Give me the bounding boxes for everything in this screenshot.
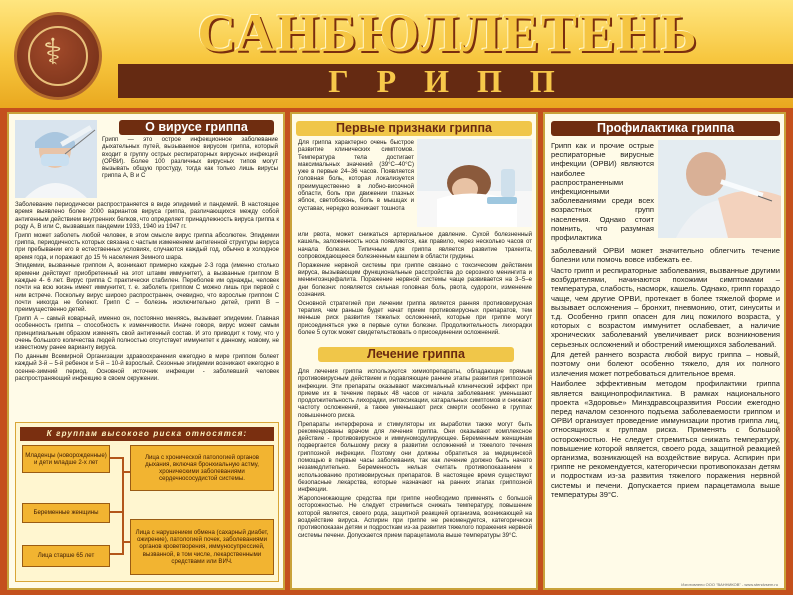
caduceus-icon: ⚕ (43, 32, 63, 73)
risk-group-elderly: Лица старше 65 лет (22, 545, 110, 567)
header (0, 0, 793, 108)
doctor-syringe-photo (15, 120, 97, 198)
risk-group-pregnant: Беременные женщины (22, 503, 110, 523)
about-virus-paragraph: Грипп А – самый коварный, именно он, постоянно меняясь, вызывает эпидемии. Главная особенность гриппа – способность к изменчивости. Иначе говоря, вирус может самым принципиальным образом изменять свой антигенный состав. И это приводит к тому, что у очень большого количества людей полностью отсутствует иммунитет к данному, новому, не известному ранее варианту вируса. (15, 314, 279, 352)
risk-group-metabolic: Лица с нарушением обмена (сахарный диабет, ожирение), патологией почек, заболеваниями органов кроветворения, иммуносупрессией, вызванной, в том числе, лекарственными средствами или ВИЧ. (130, 519, 274, 575)
risk-group-infants: Младенцы (новорожденные) и дети младше 2-х лет (22, 445, 110, 473)
prevention-intro (551, 141, 654, 245)
about-virus-text (15, 201, 279, 419)
about-virus-paragraph: Заболевание периодически распространяется в виде эпидемий и пандемий. В настоящее время выявлено более 2000 вариантов вируса гриппа, различающихся между собой антигенным действием внутренних белков, что определяет принадлежность вируса гриппа к роду A, B или C, вызвавших пандемии 1933, 1940 из 1947 гг. (15, 201, 279, 230)
about-virus-paragraph: Эпидемии, вызванные гриппом А, возникают примерно каждые 2-3 года (именно столько времени действует приобретенный на этот штамм иммунитет), а вызванные гриппом В каждые 4- 6 лет. Вирус гриппа С практически стабилен. Переболев им однажды, человек почти на всю жизнь имеет иммунитет, т. е. заболеть гриппом С можно лишь при первой с ним встрече. Поскольку вирус широко распространен, очевидно, что взрослые гриппом С почти никогда не болеют. Грипп С – болезнь исключительно детей, грипп В – преимущественно детей. (15, 262, 279, 314)
connector-line (122, 471, 130, 473)
treatment-paragraph: Жаропонижающие средства при гриппе необходимо применять с большой осторожностью. Не следует стремиться снижать температуру, повышение которой является, своего рода, защитной реакцией организма, возникающей на воздействие вируса. Аспирин при гриппе не рекомендуется, категорически противопоказан детям и подросткам из-за развития тяжелого поражения нервной системы печени. Допускается прием парацетамола выше температуры 39°С. (298, 495, 532, 539)
poster-subtitle: ГРИПП (328, 63, 583, 99)
about-virus-intro-text: Грипп — это острое инфекционное заболевание дыхательных путей, вызываемое вирусом гриппа, который входит в группу острых респираторных вирусных инфекций (ОРВИ). Более 100 различных вирусных типов могут вызывать общую простуду, тогда как только лишь вирусы гриппа A, B и C (102, 136, 278, 180)
first-signs-panel (290, 112, 538, 590)
prevention-paragraph: Часто грипп и респираторные заболевания, вызванные другими возбудителями, начинаются похожими симптомами – температура, слабость, насморк, кашель. Однако, грипп гораздо чаще, чем другие ОРВИ, протекает в более тяжелой форме и вызывает осложнения – бронхит, пневмонию, отит, синуситы и т.д. Особенно грипп опасен для лиц пожилого возраста, у которых с возрастом иммунитет ослабевает, а наличие хронических заболеваний увеличивает риск возникновения серьезных осложнений и обострений имеющихся заболеваний. (551, 265, 780, 349)
footer-credit: Изготовлено ООО "ВАННИКОВ" - www.stendvsem.ru (681, 582, 778, 587)
subtitle-band (118, 64, 793, 98)
treatment-text (298, 368, 532, 586)
prevention-panel (543, 112, 786, 590)
treatment-paragraph: Для лечения гриппа используются химиопрепараты, обладающие прямым противовирусным действием и подавляющие ранние этапы развития гриппозной инфекции. Эти препараты оказывают максимальный клинический эффект при приеме их в течение первых 48 часов от начала заболевания: уменьшают продолжительность лихорадки, интоксикации, катаральных симптомов и снижают частоту осложнений, а также уменьшают риск смерти особенно в группах повышенного риска. (298, 368, 532, 419)
about-virus-paragraph: Грипп может заболеть любой человек, в этом смысле вирус гриппа абсолютен. Эпидемии гриппа, периодичность которых связана с частым изменением антигенной структуры вируса при пребывании его в естественных условиях, случаются каждый год, обычно в холодное время года, и поражают до 15 % населения Земного шара. (15, 231, 279, 261)
about-virus-panel (7, 112, 285, 590)
first-signs-title: Первые признаки гриппа (296, 121, 532, 136)
about-virus-title: О вирусе гриппа (119, 120, 274, 135)
prevention-title: Профилактика гриппа (551, 121, 780, 136)
treatment-title: Лечение гриппа (318, 347, 514, 362)
first-signs-text (298, 231, 532, 345)
prevention-paragraph: заболеваний ОРВИ может значительно облегчить течение болезни или помочь вовсе избежать ее. (551, 246, 780, 265)
risk-groups-box (15, 422, 279, 582)
vaccination-photo (658, 140, 781, 238)
first-signs-paragraph: Основной стратегией при лечении гриппа является ранняя противовирусная терапия, чем раньше будет начат прием противовирусных препаратов, тем меньше риск развития тяжелых осложнений, которые при гриппе могут присоединяться уже в первые сутки болезни. Продолжительность лихорадки более 5 суток может свидетельствовать о присоединении осложнений. (298, 299, 532, 336)
treatment-paragraph: Препараты интерферона и стимуляторы их выработки также могут быть рекомендованы врачом для лечения гриппа. Они оказывают комплексное действие - противовирусное и иммуномодулирующее. Беременным женщинам подвергается большому риску в развитии осложнений и тяжелого течения гриппозной инфекции. Поэтому они должны обратиться за медицинской помощью в первые часы заболевания, так как лечение должно быть начато незамедлительно. Беременность нельзя считать противопоказанием к использованию противовирусных препаратов. В настоящее время существуют безопасные лекарства, которые назначают на ранних этапах гриппозной инфекции. (298, 420, 532, 494)
connector-line (122, 541, 130, 543)
medical-emblem-icon (14, 12, 102, 100)
first-signs-intro (298, 139, 414, 231)
sick-woman-photo (417, 139, 532, 227)
prevention-paragraph: Для детей раннего возраста любой вирус гриппа – новый, поэтому они болеют особенно тяжело, для их полного излечения может потребоваться длительное время. (551, 350, 780, 378)
risk-groups-title: К группам высокого риска относятся: (20, 427, 274, 441)
prevention-text (551, 246, 780, 586)
first-signs-paragraph: или рвота, может снижаться артериальное давление. Сухой болезненный кашель, заложенность носа появляются, как правило, через несколько часов от начала болезни. Типичным для гриппа является развитие трахеита, сопровождающееся болезненным кашлем в области грудины. (298, 231, 532, 260)
prevention-intro-text: Грипп как и прочие острые респираторные вирусные инфекции (ОРВИ) являются наиболее распространенными инфекционными заболеваниями среди всех возрастных групп населения. Однако стоит помнить, что разумная профилактика (551, 141, 654, 243)
risk-group-chronic: Лица с хронической патологией органов дыхания, включая бронхиальную астму, хроническими заболеваниями сердечнососудистой системы. (130, 445, 274, 491)
prevention-paragraph: Наиболее эффективным методом профилактики гриппа является вакцинопрофилактика. В рамках национального проекта «Здоровье» Минздравсоцразвития России ежегодно перед началом сезонного подъема заболеваемости гриппом и ОРВИ организует проведение иммунизации против гриппа лиц, относящихся к группам риска. Применять с большой осторожностью. Не следует стремиться снижать температуру, повышение которой является, своего рода, защитной реакцией организма, возникающей на воздействие вируса. Аспирин при гриппе не рекомендуется, категорически противопоказан детям и подросткам из-за развития тяжелого поражения нервной системы и печени. Допускается прием парацетамола выше температуры 39°С. (551, 379, 780, 499)
poster-title: САНБЮЛЛЕТЕНЬ (197, 3, 699, 63)
first-signs-paragraph: Поражение нервной системы при гриппе связано с токсическим действием вируса, вызывающим функциональные расстройства до серозного менингита и менингоэнцефалита. Поражение нервной системы чаще развивается на 3–5–е дни болезни: появляется сильная головная боль, рвота, судороги, изменение сознания. (298, 261, 532, 298)
first-signs-intro-text: Для гриппа характерно очень быстрое развитие клинических симптомов. Температура тела достигает максимальных значений (39°С–40°С) уже в первые 24–36 часов. Появляется головная боль, которая локализуется преимущественно в лобно-височной области, боль при движении глазных яблок, светобоязнь, боль в мышцах и суставах, нередко возникает тошнота (298, 139, 414, 212)
about-virus-intro (102, 136, 278, 202)
about-virus-paragraph: По данным Всемирной Организации здравоохранения ежегодно в мире гриппом болеет каждый 3-й – 5-й ребенок и 5-й – 10-й взрослый. Сезонные эпидемии возникают ежегодно в осенне-зимний период. Основной источник инфекции - заболевший человек распространяющий инфекцию в своем окружении. (15, 352, 279, 382)
